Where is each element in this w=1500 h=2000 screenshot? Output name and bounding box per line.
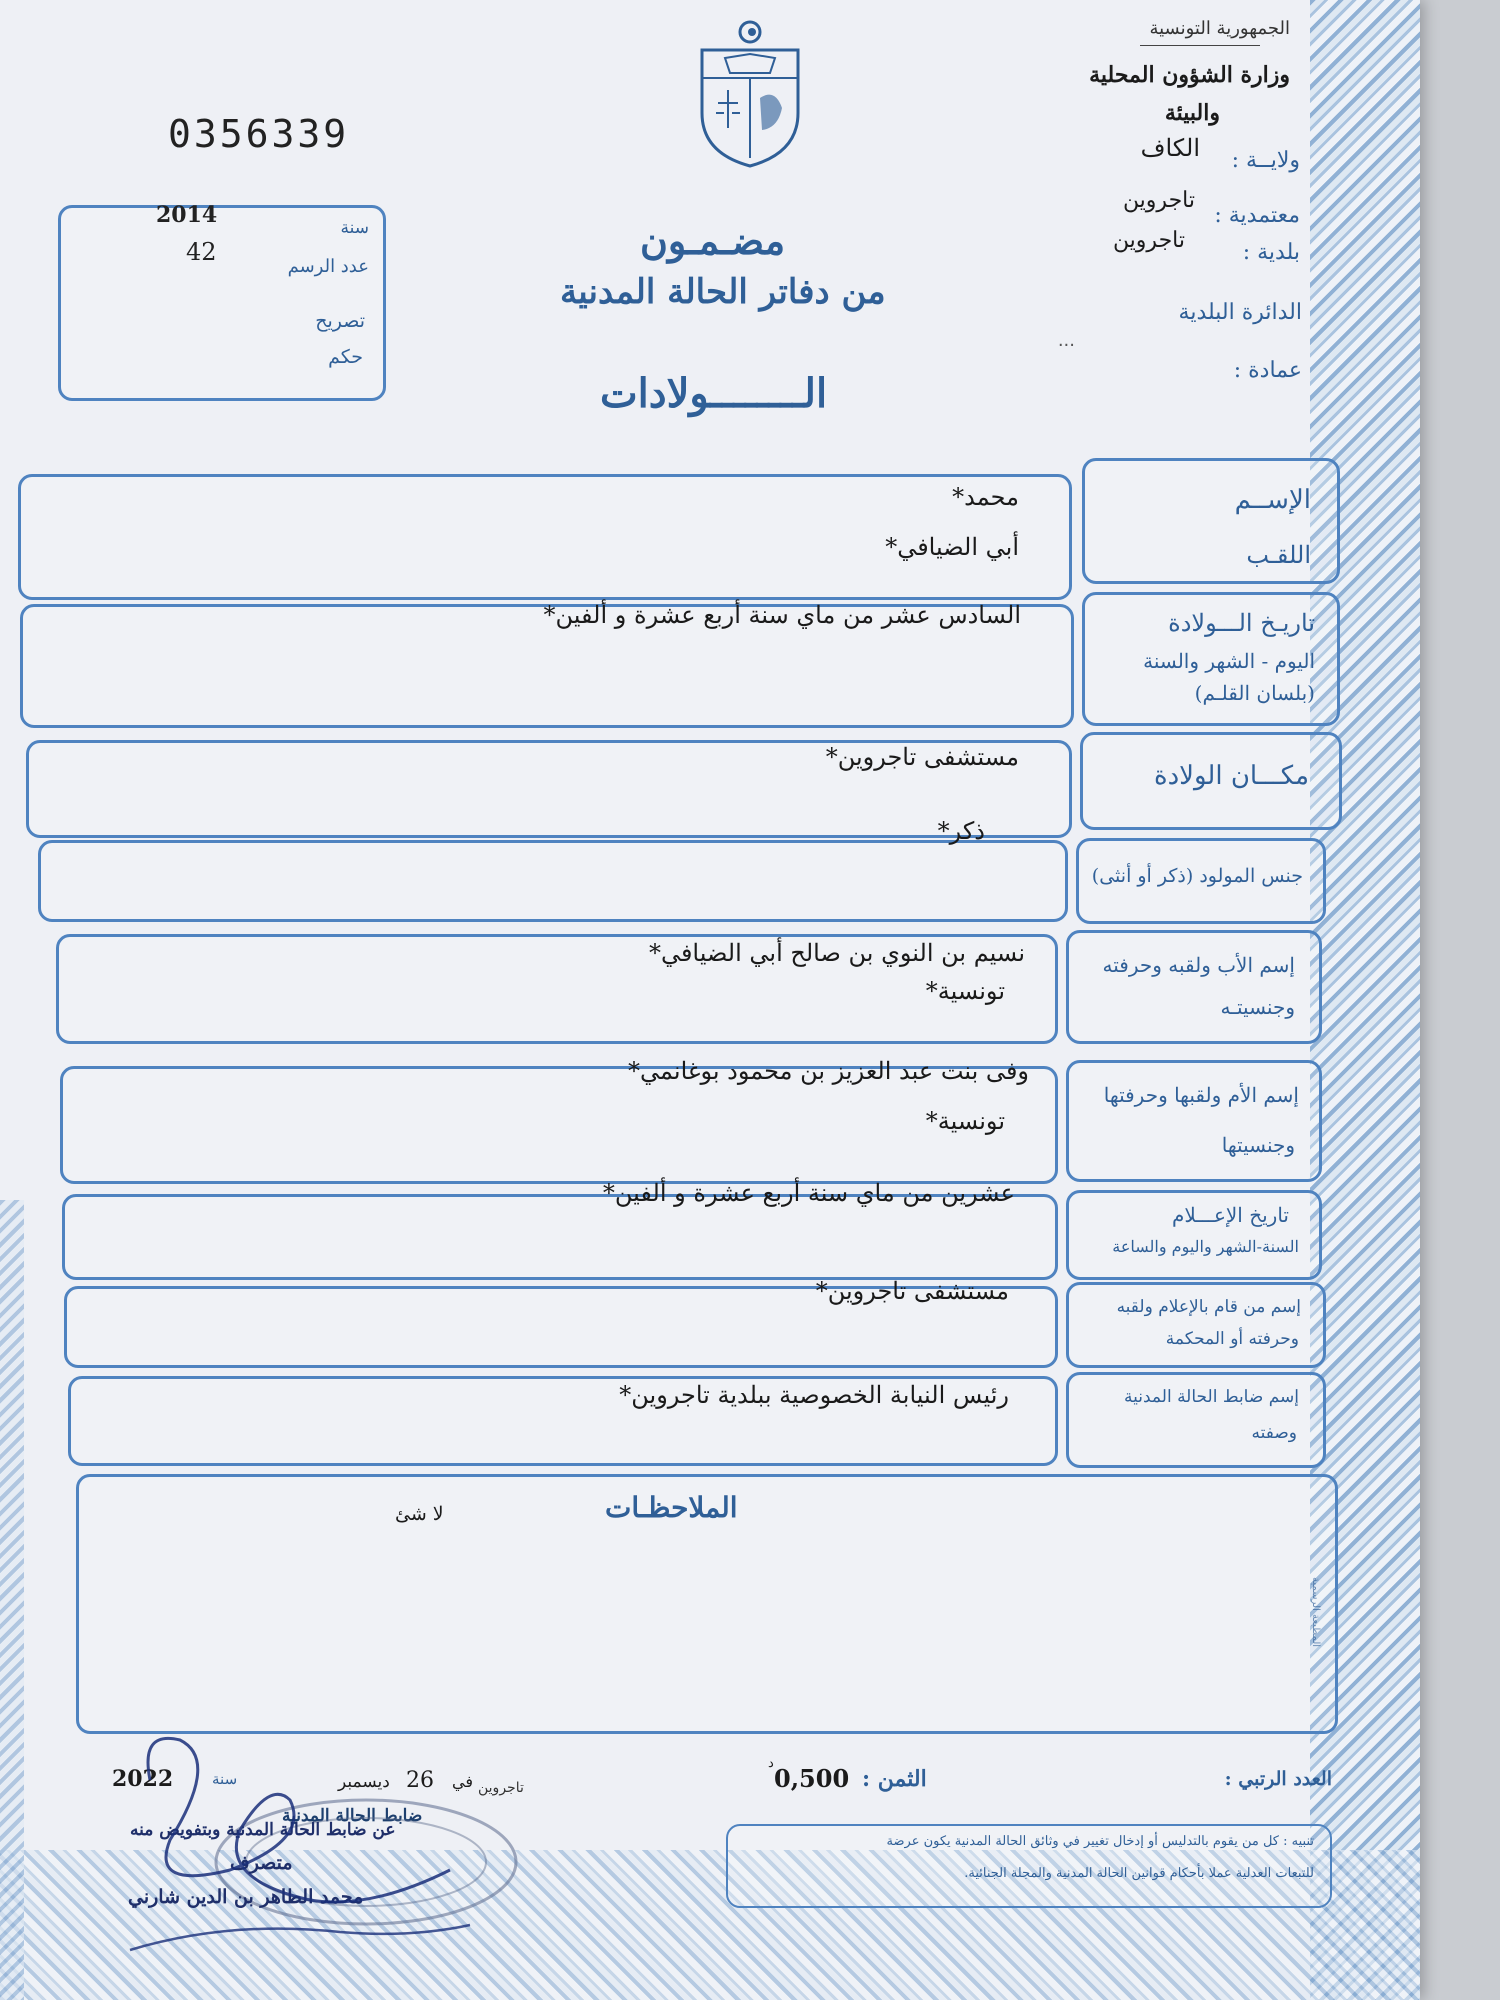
printer-mark: المطبعة الرسمية xyxy=(1310,1577,1321,1648)
ministry-line-1: وزارة الشؤون المحلية xyxy=(1089,62,1290,88)
place-value: تاجروين xyxy=(478,1780,524,1796)
declarant-value-box xyxy=(64,1277,1058,1368)
sex-value-box xyxy=(38,817,1068,922)
declaration-date-label-box xyxy=(1066,1190,1322,1280)
declaration-label: تصريح xyxy=(315,310,365,332)
warning-box xyxy=(726,1824,1332,1908)
section-title-births: الــــــــولادات xyxy=(600,370,828,417)
officer-value-box xyxy=(68,1376,1058,1466)
municipality-value: تاجروين xyxy=(1112,228,1185,253)
declaration-date-value: عشرين من ماي سنة أربع عشرة و ألفين* xyxy=(602,1179,1015,1207)
declaration-date-value-box xyxy=(62,1179,1058,1280)
year-label-footer: سنة xyxy=(212,1770,238,1788)
security-border-left xyxy=(0,1200,24,2000)
declarant-sublabel: وحرفته أو المحكمة xyxy=(1165,1329,1299,1349)
registration-number-label: عدد الرسم xyxy=(287,256,369,277)
father-nationality-label: وجنسيتـه xyxy=(1220,995,1295,1019)
municipal-district-value: ... xyxy=(1057,330,1075,351)
sex-label: جنس المولود (ذكر أو أنثى) xyxy=(1091,865,1303,887)
registration-box xyxy=(58,202,386,401)
notes-box xyxy=(76,1474,1338,1734)
mother-value-box xyxy=(60,1057,1058,1184)
mother-nationality-label: وجنسيتها xyxy=(1221,1133,1295,1157)
birth-date-label-box xyxy=(1082,592,1340,726)
name-value-box xyxy=(18,474,1072,600)
doc-title-content: مضـمـون xyxy=(640,218,786,263)
birth-place-label-box xyxy=(1080,732,1342,830)
birth-date-sublabel: اليوم - الشهر والسنة xyxy=(1143,649,1315,673)
ministry-line-2: والبيئة xyxy=(1164,100,1220,126)
date-prefix: في xyxy=(452,1772,473,1791)
municipality-label: بلدية : xyxy=(1242,240,1300,265)
price-label: الثمن : xyxy=(862,1766,927,1792)
delegation-value: تاجروين xyxy=(1122,188,1195,213)
father-value-box xyxy=(56,934,1058,1044)
delegation-label: معتمدية : xyxy=(1214,203,1300,228)
father-name-value: نسيم بن النوي بن صالح أبي الضيافي* xyxy=(648,939,1025,967)
wilaya-value: الكاف xyxy=(1140,134,1200,162)
signature-line-2: متصرف xyxy=(230,1852,293,1874)
declaration-date-label: تاريخ الإعـــلام xyxy=(1172,1203,1289,1227)
mother-name-value: وفى بنت عبد العزيز بن محمود بوغانمي* xyxy=(628,1057,1029,1085)
officer-label-box xyxy=(1066,1372,1326,1468)
declarant-label-box xyxy=(1066,1282,1326,1368)
year-value-footer: 2022 xyxy=(112,1766,174,1792)
judgment-label: حكم xyxy=(328,346,363,368)
name-label-box xyxy=(1082,458,1340,584)
family-name-label: اللقـب xyxy=(1246,541,1311,569)
registration-year: 2014 xyxy=(156,202,218,228)
birth-place-value-box xyxy=(26,740,1072,838)
serial-number: 0356339 xyxy=(168,112,350,156)
birth-place-value: مستشفى تاجروين* xyxy=(825,743,1019,771)
day-value: 26 xyxy=(406,1768,434,1793)
mother-label: إسم الأم ولقبها وحرفتها xyxy=(1103,1083,1299,1107)
father-label-box xyxy=(1066,930,1322,1044)
year-label: سنة xyxy=(340,218,369,238)
officer-sublabel: وصفته xyxy=(1251,1423,1297,1443)
first-name-value: محمد* xyxy=(952,483,1019,511)
sex-value: ذكر* xyxy=(937,817,985,845)
header-divider xyxy=(1140,45,1260,46)
father-nationality-value: تونسية* xyxy=(925,977,1005,1005)
declaration-date-sublabel: السنة-الشهر واليوم والساعة xyxy=(1112,1237,1299,1256)
omda-label: عمادة : xyxy=(1233,358,1302,383)
officer-value: رئيس النيابة الخصوصية ببلدية تاجروين* xyxy=(619,1381,1009,1409)
coat-of-arms-icon xyxy=(690,18,810,168)
declarant-label: إسم من قام بالإعلام ولقبه xyxy=(1116,1297,1301,1317)
registration-number: 42 xyxy=(186,238,217,266)
mother-nationality-value: تونسية* xyxy=(925,1107,1005,1135)
birth-date-label: تاريـخ الـــولادة xyxy=(1168,609,1315,637)
officer-label: إسم ضابط الحالة المدنية xyxy=(1124,1387,1299,1407)
declarant-value: مستشفى تاجروين* xyxy=(815,1277,1009,1305)
mother-label-box xyxy=(1066,1060,1322,1182)
notes-title: الملاحظـات xyxy=(605,1491,738,1524)
price-value: 0,500 xyxy=(774,1764,850,1793)
wilaya-label: ولايــة : xyxy=(1231,148,1300,173)
first-name-label: الإســم xyxy=(1234,485,1311,515)
serial-label: العدد الرتبي : xyxy=(1224,1768,1332,1790)
doc-title-registers: من دفاتر الحالة المدنية xyxy=(560,272,886,312)
notes-value: لا شئ xyxy=(395,1503,444,1525)
sex-label-box xyxy=(1076,838,1326,924)
family-name-value: أبي الضيافي* xyxy=(885,533,1019,561)
birth-date-value: السادس عشر من ماي سنة أربع عشرة و ألفين* xyxy=(543,601,1021,629)
warning-line-1: تنبيه : كل من يقوم بالتدليس أو إدخال تغيير في وثائق الحالة المدنية يكون عرضة xyxy=(886,1834,1314,1849)
birth-place-label: مكـــان الولادة xyxy=(1153,761,1309,791)
municipal-district-label: الدائرة البلدية xyxy=(1178,300,1302,325)
month-value: ديسمبر xyxy=(338,1772,390,1792)
warning-line-2: للتبعات العدلية عملا بأحكام قوانين الحالة المدنية والمجلة الجنائية. xyxy=(964,1866,1314,1881)
handwritten-signature-icon xyxy=(110,1720,490,1960)
republic-name: الجمهورية التونسية xyxy=(1149,18,1290,39)
price-unit: د xyxy=(768,1756,774,1771)
signature-line-1: عن ضابط الحالة المدنية وبتفويض منه xyxy=(130,1820,396,1840)
birth-date-words-label: (بلسان القلـم) xyxy=(1194,681,1315,705)
officer-title-footer: ضابط الحالة المدنية xyxy=(282,1806,423,1826)
birth-date-value-box xyxy=(20,601,1074,728)
signature-line-3: محمد الطاهر بن الدين شارني xyxy=(128,1886,364,1908)
father-label: إسم الأب ولقبه وحرفته xyxy=(1102,953,1295,977)
